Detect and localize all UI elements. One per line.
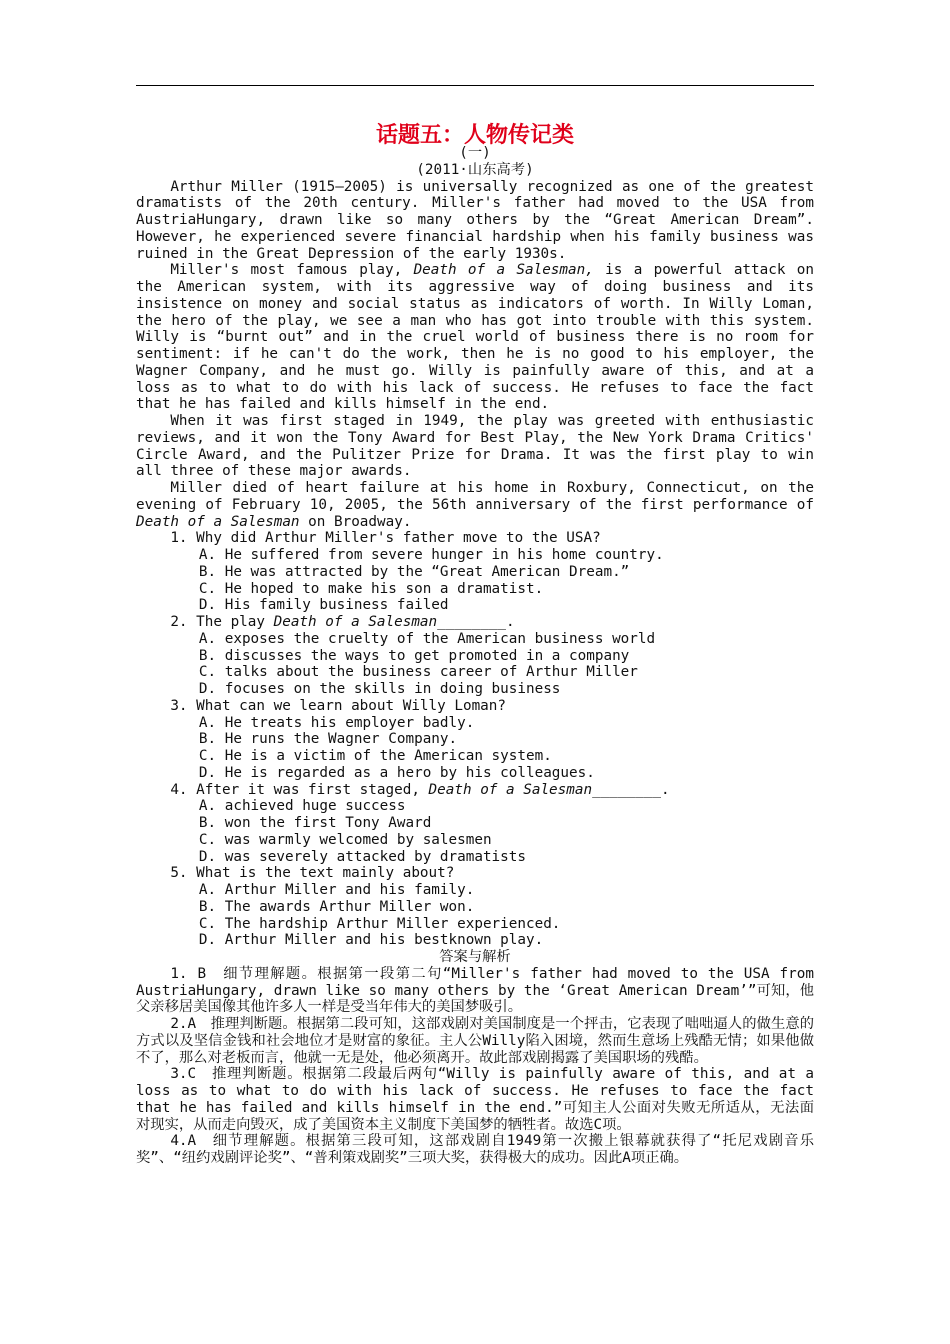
passage-paragraph: Miller died of heart failure at his home in Roxbury, Connecticut, on the evening of February 10, 2005, the 56th anniversary of the first performance of Death of a Salesman on Broadway. — [136, 480, 814, 530]
question-stem: 5. What is the text mainly about? — [170, 865, 455, 882]
passage-paragraph: When it was first staged in 1949, the play was greeted with enthusiastic reviews, and it won the Tony Award for Best Play, the New York Drama Critics' Circle Award, and the Pulitzer Prize for Drama. It was the first play to win all three of these major awards. — [136, 413, 814, 480]
answer-option: A. exposes the cruelty of the American business world — [198, 630, 656, 647]
passage-paragraph: Arthur Miller (1915—2005) is universally recognized as one of the greatest dramatists of the 20th century. Miller's father had moved to the USA from AustriaHungary, drawn like so many others by the “Great American Dream”. However, he experienced severe financial hardship when his family business was ruined in the Great Depression of the early 1930s. — [136, 178, 814, 262]
answer-explanation: 1. B 细节理解题。根据第一段第二句“Miller's father had moved to the USA from AustriaHungary, drawn like so many others by the ‘Great American Dream’”可知，他父亲移居美国像其他许多人一样是受当年伟大的美国梦吸引。 — [136, 965, 814, 1016]
answers-heading: 答案与解析 — [439, 949, 511, 965]
answer-option: D. focuses on the skills in doing business — [198, 681, 561, 697]
answer-explanation: 3.C 推理判断题。根据第二段最后两句“Willy is painfully aware of this, and at a loss as to what to do with his lack of success. He refuses to face the fact that he has failed and kills himself in the end.”可知主人公面对失败无所适从，无法面对现实，从而走向毁灭，成了美国资本主义制度下美国梦的牺牲者。故选C项。 — [136, 1066, 814, 1133]
answer-option: A. achieved huge success — [198, 798, 406, 815]
answer-option: B. He runs the Wagner Company. — [198, 731, 458, 748]
source-label: (2011·山东高考) — [416, 161, 534, 178]
answer-option: B. The awards Arthur Miller won. — [198, 898, 475, 915]
page-title: 话题五：人物传记类 — [375, 122, 574, 148]
question-stem: 1. Why did Arthur Miller's father move to the USA? — [170, 530, 601, 547]
answer-option: C. He hoped to make his son a dramatist. — [198, 580, 544, 597]
answer-option: D. was severely attacked by dramatists — [198, 848, 526, 865]
answer-option: A. He suffered from severe hunger in his home country. — [198, 547, 664, 563]
passage-paragraph: Miller's most famous play, Death of a Salesman, is a powerful attack on the American system, with its aggressive way of doing business and its insistence on money and social status as indicators of worth. In Willy Loman, the hero of the play, we see a man who has got into trouble with this system. Willy is “burnt out” and in the cruel world of business there is no room for sentiment: if he can't do the work, then he is no good to his employer, the Wagner Company, and he must go. Willy is painfully aware of this, and at a loss as to what to do with his lack of success. He refuses to face the fact that he has failed and kills himself in the end. — [136, 262, 814, 413]
answer-option: D. He is regarded as a hero by his colleagues. — [198, 764, 595, 781]
answer-option: C. The hardship Arthur Miller experienced. — [198, 915, 561, 932]
answer-option: B. discusses the ways to get promoted in a company — [198, 647, 630, 664]
question-stem: 4. After it was first staged, Death of a Salesman________. — [170, 781, 670, 798]
answer-option: A. Arthur Miller and his family. — [198, 882, 475, 898]
answer-option: A. He treats his employer badly. — [198, 714, 475, 731]
question-stem: 2. The play Death of a Salesman________. — [170, 614, 515, 630]
answer-option: B. He was attracted by the “Great American Dream.” — [198, 563, 630, 580]
answer-option: C. talks about the business career of Arthur Miller — [198, 664, 638, 681]
answer-option: D. His family business failed — [198, 597, 449, 614]
section-number: (一) — [459, 145, 491, 161]
answer-explanation: 4.A 细节理解题。根据第三段可知，这部戏剧自1949第一次搬上银幕就获得了“托尼戏剧音乐奖”、“纽约戏剧评论奖”、“普利策戏剧奖”三项大奖，获得极大的成功。因此A项正确。 — [136, 1133, 814, 1166]
answer-option: C. was warmly welcomed by salesmen — [198, 831, 492, 848]
answer-option: C. He is a victim of the American system. — [198, 748, 552, 764]
document-body — [136, 145, 814, 1167]
answer-option: B. won the first Tony Award — [198, 815, 432, 831]
answer-explanation: 2.A 推理判断题。根据第二段可知，这部戏剧对美国制度是一个抨击，它表现了咄咄逼人的做生意的方式以及坚信金钱和社会地位才是财富的象征。主人公Willy陷入困境，然而生意场上残酷无情；如果他做不了，那么对老板而言，他就一无是处，他必须离开。故此部戏剧揭露了美国职场的残酷。 — [136, 1016, 814, 1066]
answer-explanations — [136, 966, 814, 1167]
header-rule — [136, 85, 814, 86]
question-stem: 3. What can we learn about Willy Loman? — [170, 697, 507, 714]
answer-option: D. Arthur Miller and his bestknown play. — [198, 932, 544, 949]
